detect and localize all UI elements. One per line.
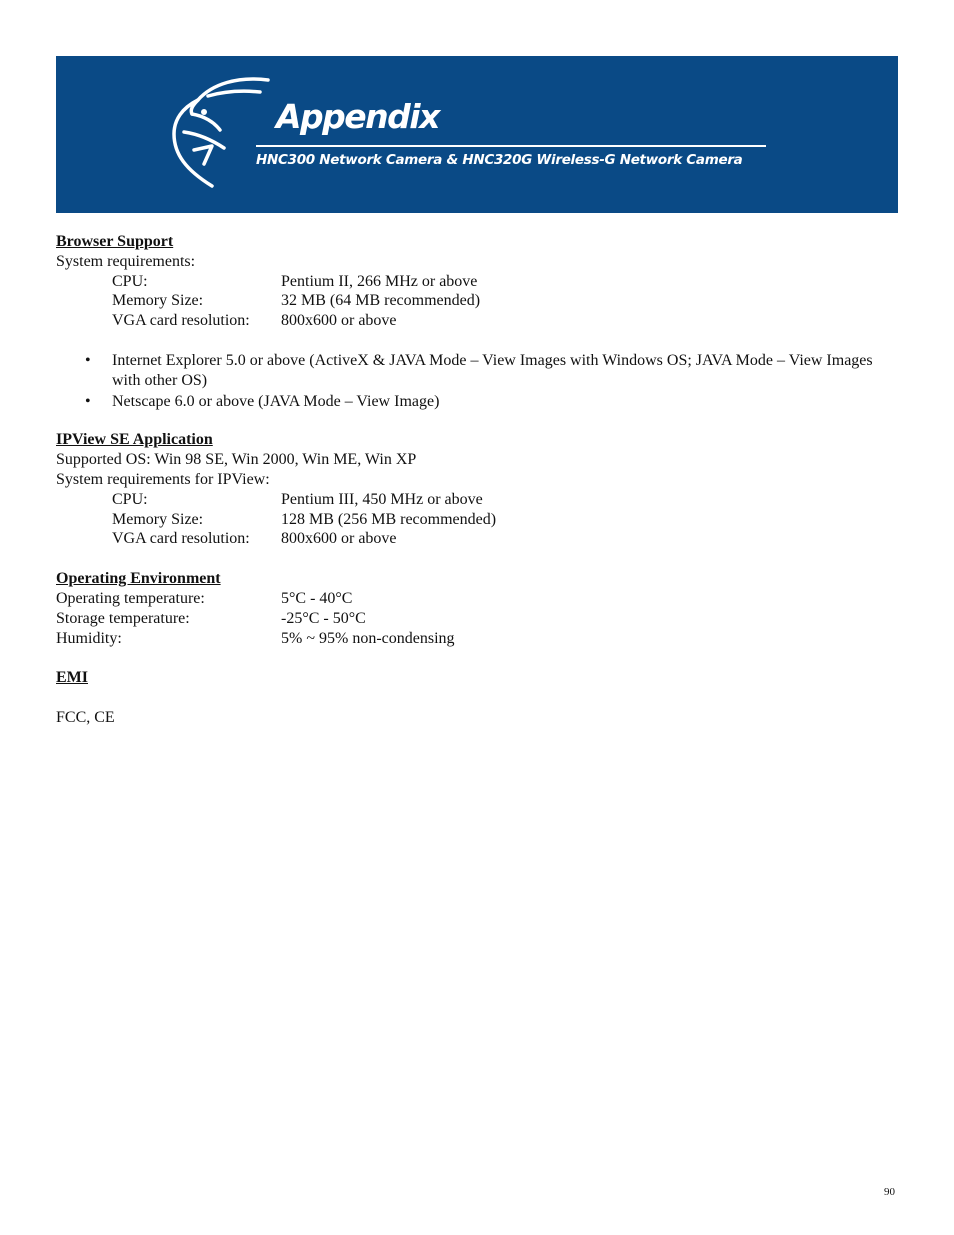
page-number: 90 xyxy=(884,1186,895,1198)
heading-operating-environment: Operating Environment xyxy=(56,570,221,588)
list-item: • Netscape 6.0 or above (JAVA Mode – View Image) xyxy=(112,392,898,412)
eagle-head-icon xyxy=(168,74,278,190)
browser-system-requirements-label: System requirements: xyxy=(56,252,196,270)
spec-value: -25°C - 50°C xyxy=(281,609,366,627)
spec-label: Operating temperature: xyxy=(56,589,205,607)
browser-list xyxy=(56,351,898,411)
spec-row xyxy=(56,609,898,629)
spec-value: Pentium III, 450 MHz or above xyxy=(281,490,483,508)
spec-label: CPU: xyxy=(112,490,148,508)
heading-ipview: IPView SE Application xyxy=(56,431,213,449)
spec-value: 800x600 or above xyxy=(281,530,397,548)
spec-label: Humidity: xyxy=(56,629,122,647)
document-body xyxy=(56,232,898,728)
spec-label: Memory Size: xyxy=(112,292,204,310)
spec-label: VGA card resolution: xyxy=(112,312,250,330)
spec-label: Memory Size: xyxy=(112,510,204,528)
heading-browser-support: Browser Support xyxy=(56,233,174,250)
spec-row xyxy=(56,629,898,649)
banner-divider xyxy=(256,145,766,147)
spec-label: VGA card resolution: xyxy=(112,530,250,548)
spec-row xyxy=(56,589,898,609)
spec-value: 5°C - 40°C xyxy=(281,589,353,607)
spec-row xyxy=(56,272,898,292)
banner-subtitle: HNC300 Network Camera & HNC320G Wireless-G Network Camera xyxy=(256,152,743,168)
banner-title: Appendix xyxy=(276,97,439,136)
spec-row xyxy=(56,291,898,311)
spec-row xyxy=(56,490,898,510)
spec-label: CPU: xyxy=(112,272,148,290)
spec-value: Pentium II, 266 MHz or above xyxy=(281,272,478,290)
appendix-banner xyxy=(56,56,898,213)
ipview-supported-os: Supported OS: Win 98 SE, Win 2000, Win ME, Win XP xyxy=(56,451,417,469)
spec-value: 128 MB (256 MB recommended) xyxy=(281,510,497,528)
spec-row xyxy=(56,510,898,530)
ipview-system-requirements-label: System requirements for IPView: xyxy=(56,470,270,488)
spec-value: 32 MB (64 MB recommended) xyxy=(281,292,481,310)
heading-emi: EMI xyxy=(56,669,88,687)
spec-row xyxy=(56,529,898,549)
spec-row xyxy=(56,311,898,331)
list-item: • Internet Explorer 5.0 or above (ActiveX & JAVA Mode – View Images with Windows OS; JAVA Mode – View Images with other OS) xyxy=(112,351,898,391)
spec-label: Storage temperature: xyxy=(56,609,190,627)
spec-value: 800x600 or above xyxy=(281,312,397,330)
emi-value: FCC, CE xyxy=(56,709,115,727)
spec-value: 5% ~ 95% non-condensing xyxy=(281,629,455,647)
